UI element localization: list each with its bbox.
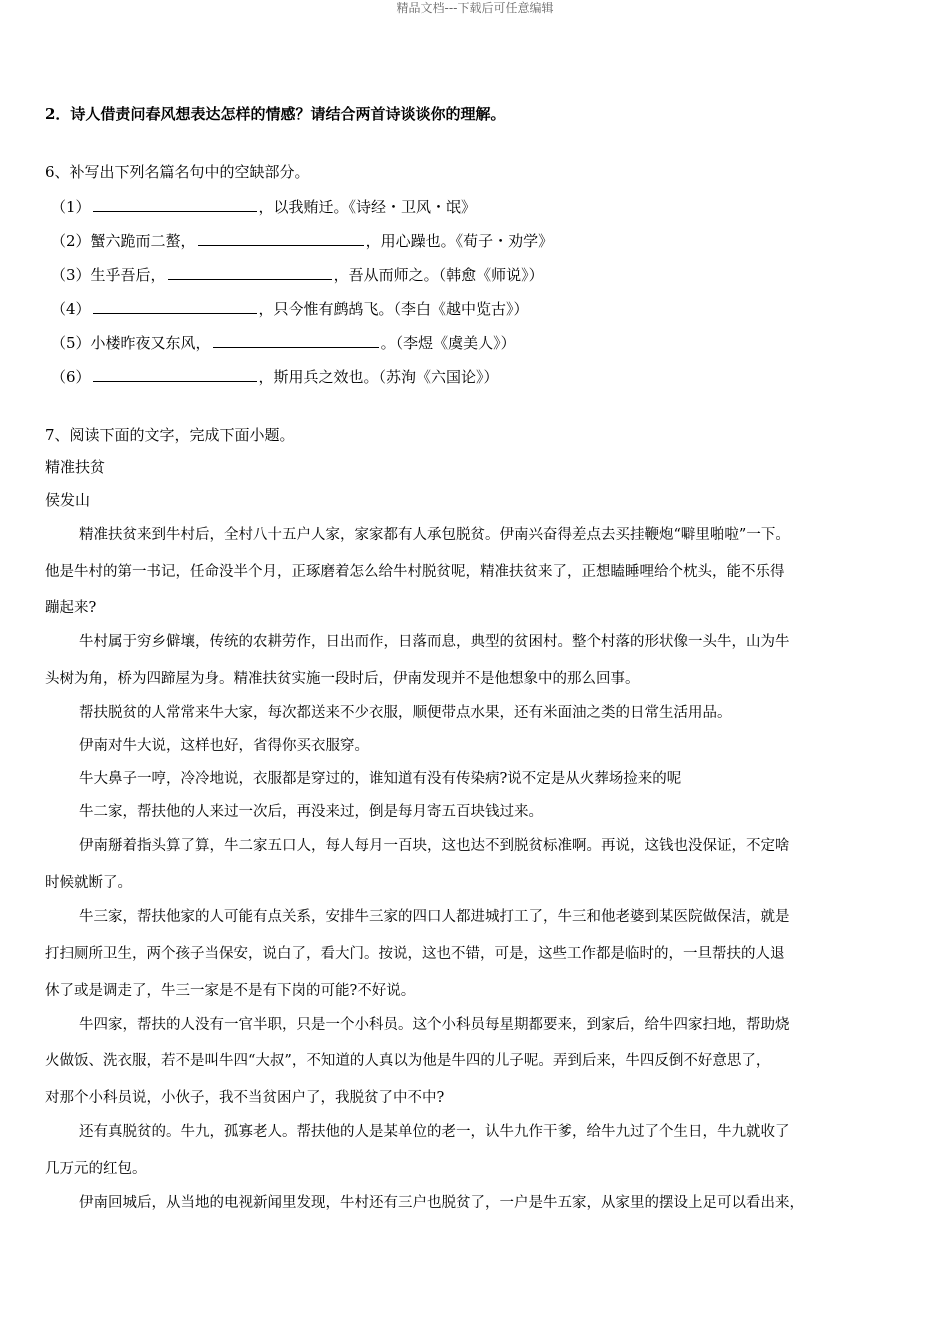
item-number: （3） <box>51 266 91 284</box>
story-text-line: 牛二家，帮扶他的人来过一次后，再没来过，倒是每月寄五百块钱过来。 <box>79 804 543 820</box>
question-7-title: 7、阅读下面的文字，完成下面小题。 <box>45 426 295 444</box>
question-6-item: （1） ，以我贿迁。《诗经・卫风・氓》 <box>51 198 477 216</box>
story-text-line: 帮扶脱贫的人常常来牛大家，每次都送来不少衣服，顺便带点水果，还有米面油之类的日常生活用品。 <box>79 705 732 721</box>
story-text-line: 对那个小科员说，小伙子，我不当贫困户了，我脱贫了中不中? <box>45 1090 445 1106</box>
story-text-line: 时候就断了。 <box>45 875 132 891</box>
item-number: （1） <box>51 198 91 216</box>
story-text-line: 他是牛村的第一书记，任命没半个月，正琢磨着怎么给牛村脱贫呢，精准扶贫来了，正想瞌睡哩给个枕头，能不乐得 <box>45 564 785 580</box>
story-text-line: 伊南掰着指头算了算，牛二家五口人，每人每月一百块，这也达不到脱贫标准啊。再说，这钱也没保证，不定啥 <box>79 838 790 854</box>
page-header: 精品文档---下载后可任意编辑 <box>396 1 554 15</box>
question-6-item: （4） ，只今惟有鹧鸪飞。（李白《越中览古》） <box>51 300 529 318</box>
story-title: 精准扶贫 <box>45 458 106 476</box>
story-text-line: 打扫厕所卫生，两个孩子当保安，说白了，看大门。按说，这也不错，可是，这些工作都是临时的，一旦帮扶的人退 <box>45 946 785 962</box>
story-text-line: 牛三家，帮扶他家的人可能有点关系，安排牛三家的四口人都进城打工了，牛三和他老婆到某医院做保洁，就是 <box>79 909 790 925</box>
answer-blank[interactable] <box>93 298 257 314</box>
item-number: （6） <box>51 368 91 386</box>
item-number: （5） <box>51 334 91 352</box>
story-text-line: 精准扶贫来到牛村后，全村八十五户人家，家家都有人承包脱贫。伊南兴奋得差点去买挂鞭炮“噼里啪啦”一下。 <box>79 527 790 543</box>
story-text-line: 几万元的红包。 <box>45 1161 147 1177</box>
question-6-item: （6） ，斯用兵之效也。（苏洵《六国论》） <box>51 368 499 386</box>
question-2: 2．诗人借责问春风想表达怎样的情感？请结合两首诗谈谈你的理解。 <box>45 105 506 123</box>
question-6-title: 6、补写出下列名篇名句中的空缺部分。 <box>45 163 310 181</box>
story-text-line: 头树为角，桥为四蹄屋为身。精准扶贫实施一段时后，伊南发现并不是他想象中的那么回事。 <box>45 671 640 687</box>
answer-blank[interactable] <box>198 230 364 246</box>
story-text-line: 还有真脱贫的。牛九，孤寡老人。帮扶他的人是某单位的老一，认牛九作干爹，给牛九过了个生日，牛九就收了 <box>79 1124 790 1140</box>
story-author: 侯发山 <box>45 491 91 509</box>
story-text-line: 牛大鼻子一哼，冷冷地说，衣服都是穿过的，谁知道有没有传染病?说不定是从火葬场捡来的呢 <box>79 771 682 787</box>
item-number: （2） <box>51 232 91 250</box>
answer-blank[interactable] <box>213 332 379 348</box>
story-text-line: 伊南回城后，从当地的电视新闻里发现，牛村还有三户也脱贫了，一户是牛五家，从家里的摆设上足可以看出来， <box>79 1195 804 1211</box>
answer-blank[interactable] <box>168 264 332 280</box>
question-6-item: （3）生乎吾后， ，吾从而师之。（韩愈《师说》） <box>51 266 544 284</box>
story-text-line: 休了或是调走了，牛三一家是不是有下岗的可能?不好说。 <box>45 983 416 999</box>
question-6-item: （5）小楼昨夜又东风， 。（李煜《虞美人》） <box>51 334 516 352</box>
story-text-line: 牛四家，帮扶的人没有一官半职，只是一个小科员。这个小科员每星期都要来，到家后，给牛四家扫地，帮助烧 <box>79 1017 790 1033</box>
item-number: （4） <box>51 300 91 318</box>
answer-blank[interactable] <box>93 196 257 212</box>
question-6-item: （2）蟹六跪而二螯， ，用心躁也。《荀子・劝学》 <box>51 232 554 250</box>
story-text-line: 火做饭、洗衣服，若不是叫牛四“大叔”，不知道的人真以为他是牛四的儿子呢。弄到后来，牛四反倒不好意思了， <box>45 1053 771 1069</box>
answer-blank[interactable] <box>93 366 257 382</box>
story-text-line: 蹦起来? <box>45 600 97 616</box>
story-text-line: 牛村属于穷乡僻壤，传统的农耕劳作，日出而作，日落而息，典型的贫困村。整个村落的形状像一头牛，山为牛 <box>79 634 790 650</box>
story-text-line: 伊南对牛大说，这样也好，省得你买衣服穿。 <box>79 738 369 754</box>
